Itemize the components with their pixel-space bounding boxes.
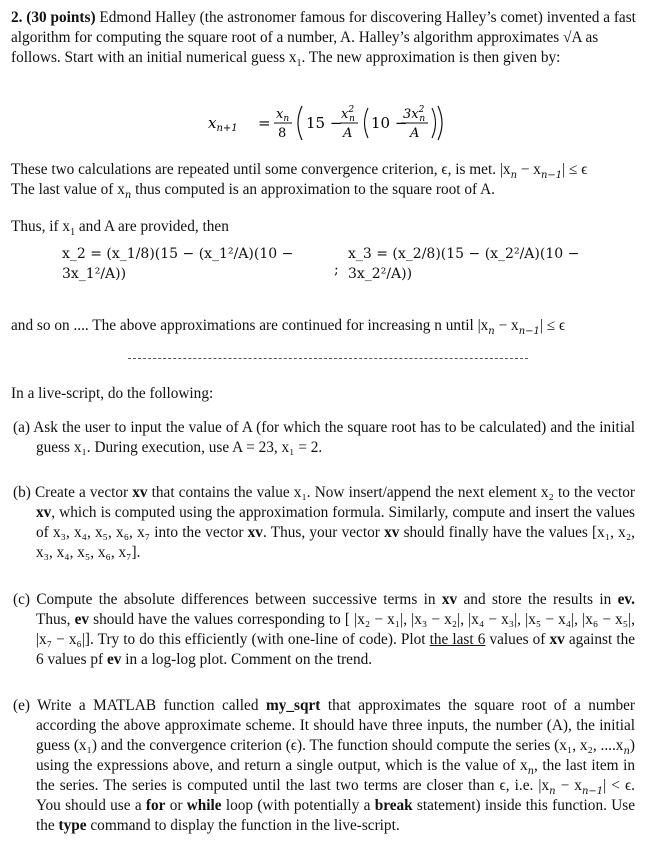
task-e: (e) Write a MATLAB function called my_sqrt that approximates the square root of a number according the above approximate scheme. It should have three inputs, the number (A), the initial guess (x₁) and the convergence criterion (ϵ). The function should compute the series (x₁, x₂, $....x_n$) using the expressions above, and return a single output, which is the value of $x_n$, the last item in the series. The series is computed until the last two terms are closer than ϵ, i.e. $|x_n - x_{n-1}| < \epsilon$. You should use a for or while loop (with potentially a break statement) inside this function. Use the type command to display the function in the live-script. [13, 697, 636, 834]
svg-text:x2n: $x^2$ n [341, 105, 355, 124]
thus-text: Thus, if $x_1$ and A are provided, then [11, 218, 229, 239]
svg-text:15 −: 15 − [306, 114, 343, 132]
svg-text:3x2n: $3x^2$ n [403, 105, 426, 124]
svg-text:10 −: 10 − [371, 114, 408, 132]
section-divider [128, 358, 528, 359]
task-b: (b) Create a vector xv that contains the value x₁. Now insert/append the next element x₂ to the vector xv, which is computed using the approximation formula. Similarly, compute and insert the values of x₃, x₄, x₅, x₆, x₇ into the vector xv. Thus, your vector xv should finally have the values [x₁, x₂, x₃, x₄, x₅, x₆, x₇]. [13, 484, 636, 561]
question-number: 2. (30 points) [11, 9, 96, 26]
svg-text:xn: $x_n$ [276, 107, 290, 124]
and-so-on-text: and so on .... The above approximations are continued for increasing n until $|x_n - x_{n-1}| \le \epsilon$ [11, 317, 566, 338]
tasks-intro: In a live-script, do the following: [11, 385, 214, 402]
formula-x3: x_3 = (x_2/8)(15 − (x_2²/A)(10 − 3x_2²/A)) [348, 246, 580, 282]
task-a: (a) Ask the user to input the value of A (for which the square root has to be calculated) and the initial guess x₁. During execution, use A = 23, x₁ = 2. [13, 419, 635, 456]
svg-text:A: A [343, 126, 353, 141]
formula-x2: x_2 = (x_1/8)(15 − (x_1²/A)(10 − 3x_1²/A)) [62, 246, 294, 282]
svg-text:A: A [410, 126, 420, 141]
last-6-link: the last 6 [429, 631, 486, 648]
svg-text:=: = [258, 114, 271, 132]
formula-lhs: $x_{n+1}$ [208, 114, 238, 134]
formula-separator: ; [334, 262, 339, 278]
halley-main-formula [160, 92, 470, 148]
svg-text:8: 8 [278, 126, 287, 141]
question-intro: 2. (30 points) Edmond Halley (the astronomer famous for discovering Halley’s comet) invented a fast algorithm for computing the square root of a number, A. Halley’s algorithm approximates √A as follows. Start with an initial numerical guess $x_1$. The new approximation is then given by: [11, 9, 636, 70]
convergence-text: These two calculations are repeated until some convergence criterion, ϵ, is met. $|x_n - x_{n-1}| \le \epsilon$ The last value of $x_n$ thus computed is an approximation to the square root of A. [11, 161, 588, 202]
task-c: (c) Compute the absolute differences between successive terms in xv and store the results in ev. Thus, ev should have the values corresponding to [ |x₂ − x₁|, |x₃ − x₂|, |x₄ − x₃|, |x₅ − x₄|, |x₆ − x₅|, |x₇ − x₆|]. Try to do this efficiently (with one-line of code). Plot the last 6 values of xv against the 6 values pf ev in a log-log plot. Comment on the trend. [13, 591, 636, 668]
